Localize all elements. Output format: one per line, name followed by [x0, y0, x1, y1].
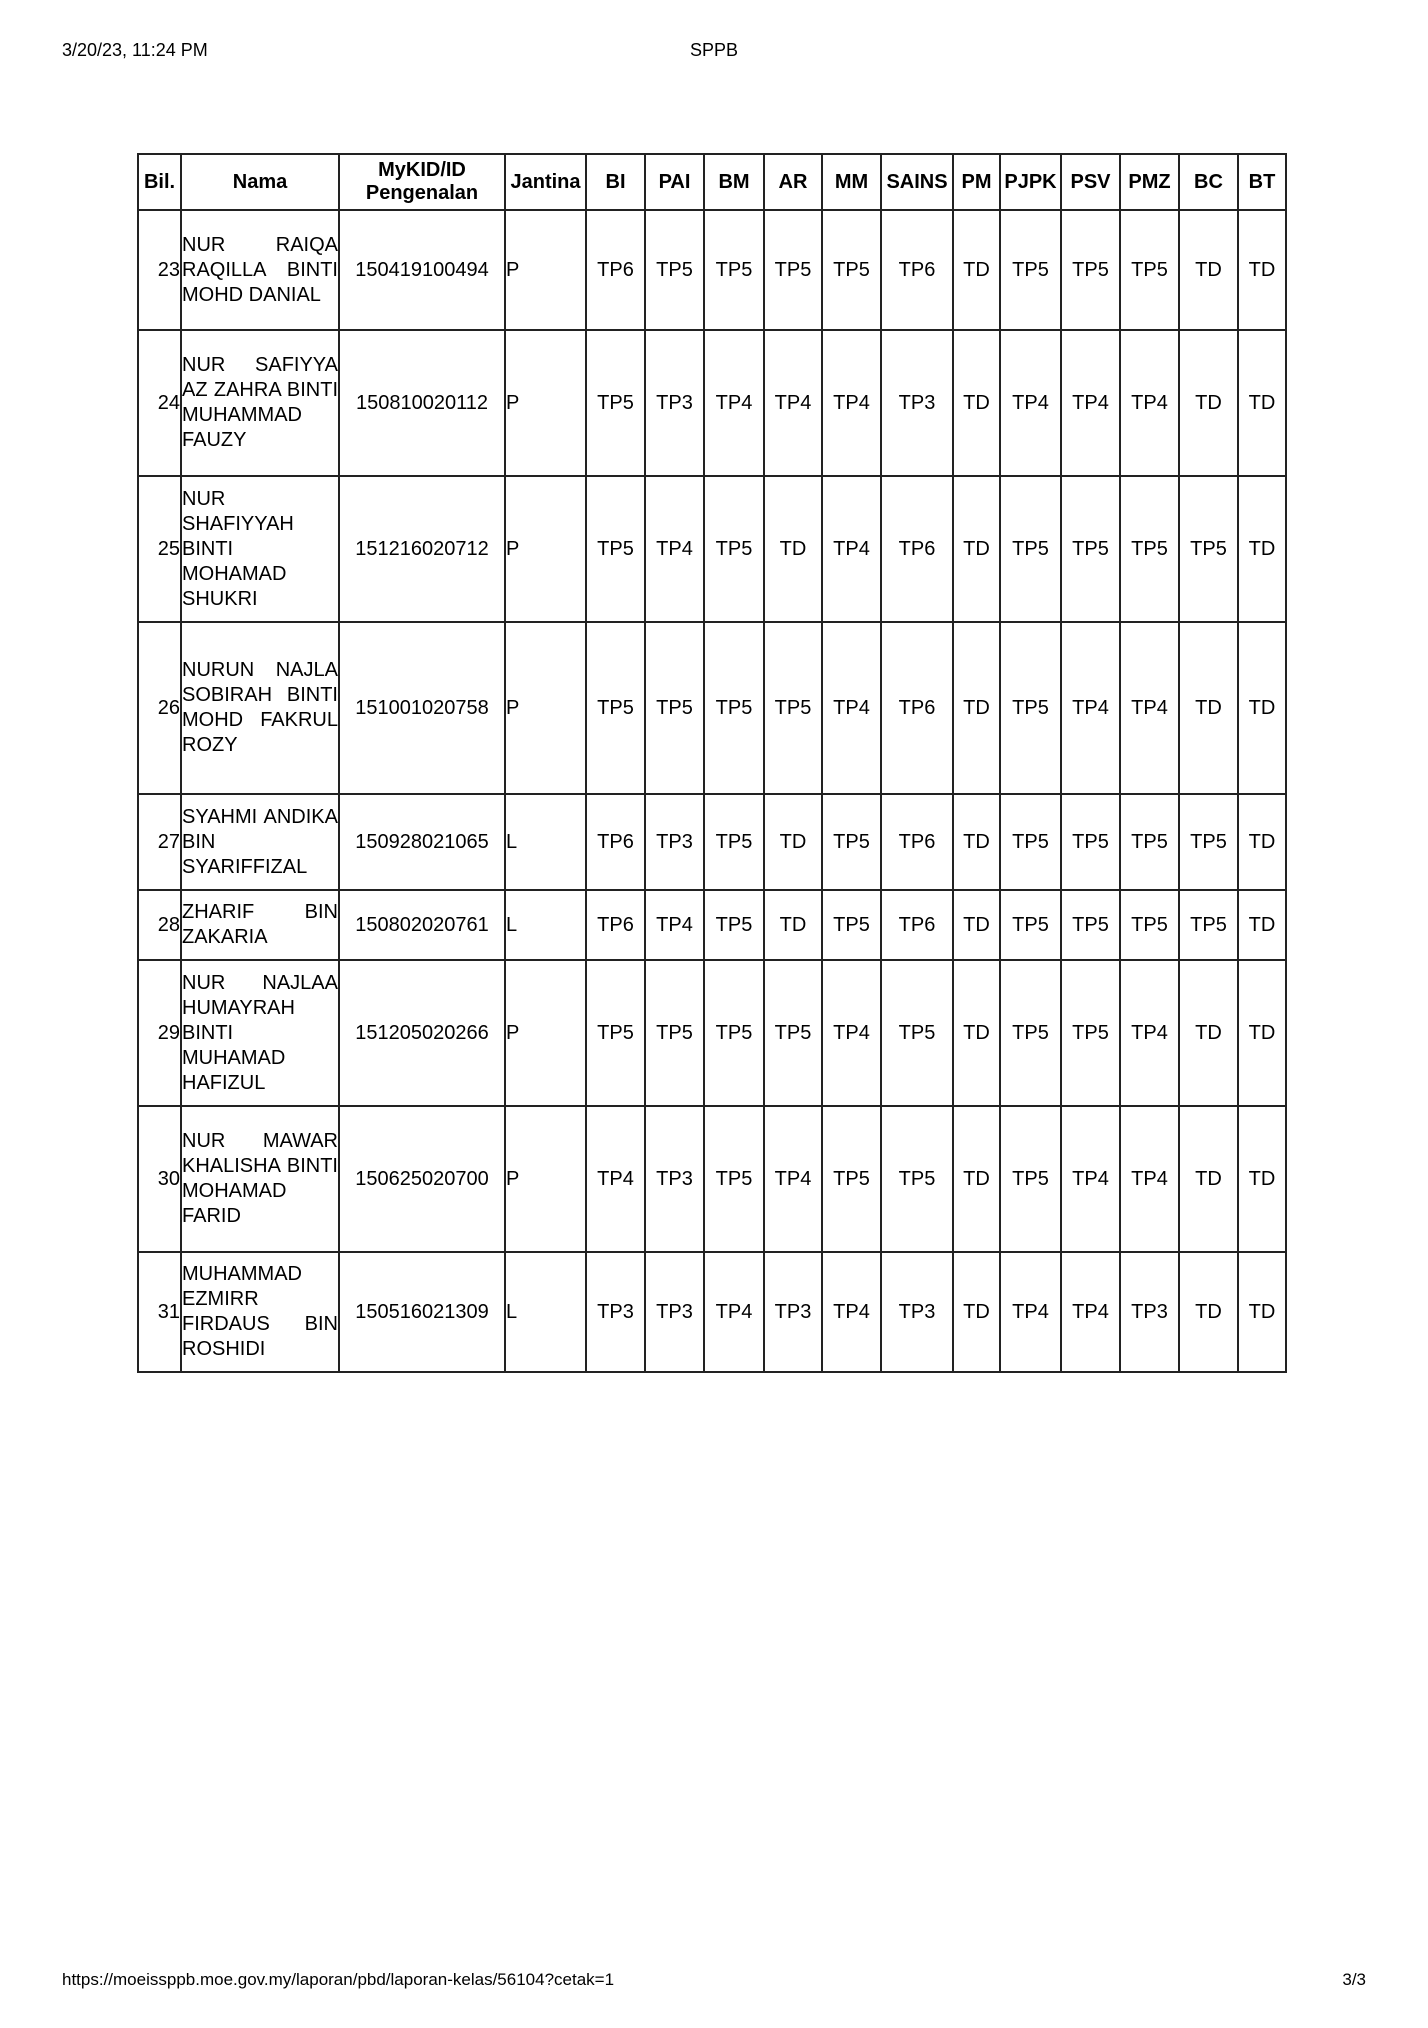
table-row — [138, 1106, 1286, 1252]
header-subject: PAI — [645, 154, 704, 210]
row-grade: TP5 — [1000, 210, 1061, 330]
row-grade: TP5 — [822, 1106, 881, 1252]
row-grade: TD — [1238, 890, 1286, 960]
row-name: NUR NAJLAA HUMAYRAH BINTI MUHAMAD HAFIZUL — [181, 960, 339, 1106]
row-grade: TP5 — [764, 622, 822, 794]
row-gender: P — [505, 1106, 586, 1252]
row-name: NURUN NAJLA SOBIRAH BINTI MOHD FAKRUL ROZY — [181, 622, 339, 794]
row-grade: TP5 — [704, 622, 764, 794]
row-name: NUR RAIQA RAQILLA BINTI MOHD DANIAL — [181, 210, 339, 330]
row-grade: TD — [764, 476, 822, 622]
row-grade: TP6 — [881, 794, 953, 890]
row-grade: TP5 — [645, 622, 704, 794]
row-grade: TP5 — [1000, 890, 1061, 960]
header-bil: Bil. — [138, 154, 181, 210]
row-grade: TD — [953, 890, 1000, 960]
row-gender: P — [505, 622, 586, 794]
row-grade: TD — [1238, 1106, 1286, 1252]
row-grade: TP5 — [704, 794, 764, 890]
row-name: ZHARIF BIN ZAKARIA — [181, 890, 339, 960]
row-grade: TP5 — [1120, 890, 1179, 960]
row-grade: TP4 — [1061, 1106, 1120, 1252]
header-id-line1: MyKID/ID — [378, 159, 466, 181]
row-grade: TD — [1238, 1252, 1286, 1372]
row-grade: TP3 — [645, 794, 704, 890]
row-id: 150802020761 — [339, 890, 505, 960]
header-subject: BC — [1179, 154, 1238, 210]
row-grade: TP5 — [881, 960, 953, 1106]
row-id: 150419100494 — [339, 210, 505, 330]
row-grade: TP4 — [1061, 1252, 1120, 1372]
row-grade: TD — [764, 890, 822, 960]
row-grade: TD — [1179, 622, 1238, 794]
row-grade: TP5 — [704, 476, 764, 622]
header-subject: SAINS — [881, 154, 953, 210]
row-grade: TP5 — [704, 960, 764, 1106]
row-bil: 30 — [138, 1106, 181, 1252]
row-grade: TD — [1238, 210, 1286, 330]
row-gender: L — [505, 794, 586, 890]
row-grade: TP4 — [704, 1252, 764, 1372]
row-grade: TP4 — [1000, 1252, 1061, 1372]
header-subject: PJPK — [1000, 154, 1061, 210]
table-header-row — [138, 154, 1286, 210]
row-grade: TP3 — [645, 330, 704, 476]
row-grade: TP5 — [822, 890, 881, 960]
row-grade: TP5 — [1000, 622, 1061, 794]
print-datetime: 3/20/23, 11:24 PM — [62, 40, 208, 60]
row-gender: P — [505, 476, 586, 622]
row-name: NUR SHAFIYYAH BINTI MOHAMAD SHUKRI — [181, 476, 339, 622]
row-bil: 27 — [138, 794, 181, 890]
row-grade: TD — [1238, 960, 1286, 1106]
row-gender: P — [505, 210, 586, 330]
row-grade: TP5 — [1061, 476, 1120, 622]
row-grade: TP5 — [704, 210, 764, 330]
row-gender: L — [505, 1252, 586, 1372]
row-grade: TD — [953, 1106, 1000, 1252]
row-grade: TP5 — [764, 960, 822, 1106]
row-grade: TD — [1179, 210, 1238, 330]
row-grade: TP4 — [1120, 1106, 1179, 1252]
header-subject: PM — [953, 154, 1000, 210]
header-jantina: Jantina — [505, 154, 586, 210]
row-grade: TP5 — [586, 330, 645, 476]
row-grade: TD — [1238, 794, 1286, 890]
row-grade: TP5 — [1000, 476, 1061, 622]
table-row — [138, 890, 1286, 960]
row-grade: TP5 — [586, 622, 645, 794]
header-subject: BM — [704, 154, 764, 210]
row-id: 150516021309 — [339, 1252, 505, 1372]
row-grade: TP4 — [704, 330, 764, 476]
row-grade: TD — [1179, 960, 1238, 1106]
row-grade: TD — [953, 622, 1000, 794]
row-gender: L — [505, 890, 586, 960]
row-bil: 31 — [138, 1252, 181, 1372]
row-grade: TP5 — [586, 960, 645, 1106]
row-grade: TP5 — [1120, 794, 1179, 890]
row-grade: TP5 — [704, 890, 764, 960]
table-row — [138, 794, 1286, 890]
row-grade: TD — [953, 794, 1000, 890]
row-grade: TP4 — [645, 890, 704, 960]
header-subject: BI — [586, 154, 645, 210]
row-grade: TP6 — [881, 622, 953, 794]
row-grade: TP5 — [822, 210, 881, 330]
header-nama: Nama — [181, 154, 339, 210]
row-grade: TD — [1238, 622, 1286, 794]
row-name: MUHAMMAD EZMIRR FIRDAUS BIN ROSHIDI — [181, 1252, 339, 1372]
row-grade: TP6 — [586, 210, 645, 330]
table-row — [138, 476, 1286, 622]
row-grade: TP5 — [645, 960, 704, 1106]
row-grade: TP5 — [1179, 476, 1238, 622]
row-grade: TP5 — [704, 1106, 764, 1252]
row-grade: TP4 — [822, 476, 881, 622]
row-grade: TP5 — [822, 794, 881, 890]
row-grade: TP3 — [881, 1252, 953, 1372]
row-id: 151216020712 — [339, 476, 505, 622]
row-grade: TP3 — [881, 330, 953, 476]
row-grade: TP4 — [586, 1106, 645, 1252]
row-name: NUR SAFIYYA AZ ZAHRA BINTI MUHAMMAD FAUZY — [181, 330, 339, 476]
row-grade: TP5 — [1000, 1106, 1061, 1252]
row-grade: TD — [953, 1252, 1000, 1372]
header-subject: AR — [764, 154, 822, 210]
row-bil: 26 — [138, 622, 181, 794]
header-subject: PSV — [1061, 154, 1120, 210]
header-id — [339, 154, 505, 210]
row-grade: TP4 — [822, 330, 881, 476]
header-subject: BT — [1238, 154, 1286, 210]
row-grade: TD — [764, 794, 822, 890]
row-bil: 29 — [138, 960, 181, 1106]
row-grade: TD — [953, 210, 1000, 330]
row-bil: 25 — [138, 476, 181, 622]
header-subject: MM — [822, 154, 881, 210]
row-grade: TP4 — [822, 1252, 881, 1372]
row-gender: P — [505, 330, 586, 476]
page-number: 3/3 — [1342, 1970, 1366, 1989]
row-grade: TP4 — [822, 622, 881, 794]
row-grade: TP5 — [1179, 890, 1238, 960]
row-grade: TP5 — [586, 476, 645, 622]
row-grade: TD — [1179, 1252, 1238, 1372]
row-grade: TP4 — [1061, 330, 1120, 476]
row-grade: TP5 — [764, 210, 822, 330]
row-id: 151205020266 — [339, 960, 505, 1106]
row-grade: TP5 — [1120, 210, 1179, 330]
row-grade: TP3 — [645, 1106, 704, 1252]
row-grade: TP4 — [822, 960, 881, 1106]
row-grade: TP4 — [1000, 330, 1061, 476]
row-grade: TD — [953, 476, 1000, 622]
table-row — [138, 1252, 1286, 1372]
row-grade: TP4 — [1120, 960, 1179, 1106]
header-id-line2: Pengenalan — [365, 182, 479, 204]
row-grade: TP6 — [881, 890, 953, 960]
print-title: SPPB — [689, 40, 739, 60]
row-grade: TD — [1238, 476, 1286, 622]
row-id: 151001020758 — [339, 622, 505, 794]
row-name: SYAHMI ANDIKA BIN SYARIFFIZAL — [181, 794, 339, 890]
row-id: 150928021065 — [339, 794, 505, 890]
row-grade: TP3 — [764, 1252, 822, 1372]
row-grade: TP6 — [586, 890, 645, 960]
row-grade: TP4 — [764, 1106, 822, 1252]
row-grade: TP3 — [586, 1252, 645, 1372]
row-gender: P — [505, 960, 586, 1106]
class-report-table — [137, 153, 1287, 1373]
row-grade: TP5 — [1061, 960, 1120, 1106]
table-row — [138, 210, 1286, 330]
row-grade: TP5 — [1179, 794, 1238, 890]
table-row — [138, 622, 1286, 794]
row-grade: TD — [953, 960, 1000, 1106]
row-id: 150810020112 — [339, 330, 505, 476]
row-grade: TD — [1179, 1106, 1238, 1252]
row-grade: TP5 — [1120, 476, 1179, 622]
row-grade: TP5 — [881, 1106, 953, 1252]
print-url: https://moeissppb.moe.gov.my/laporan/pbd/laporan-kelas/56104?cetak=1 — [62, 1970, 615, 1989]
row-bil: 23 — [138, 210, 181, 330]
row-grade: TP4 — [1120, 330, 1179, 476]
row-grade: TP6 — [881, 210, 953, 330]
row-grade: TP5 — [1061, 794, 1120, 890]
row-grade: TP4 — [1061, 622, 1120, 794]
row-grade: TP5 — [1061, 210, 1120, 330]
row-name: NUR MAWAR KHALISHA BINTI MOHAMAD FARID — [181, 1106, 339, 1252]
table-row — [138, 960, 1286, 1106]
print-footer — [62, 1970, 1366, 1994]
row-grade: TP4 — [1120, 622, 1179, 794]
row-bil: 24 — [138, 330, 181, 476]
row-grade: TP3 — [1120, 1252, 1179, 1372]
row-grade: TP4 — [645, 476, 704, 622]
row-grade: TD — [953, 330, 1000, 476]
row-grade: TP5 — [645, 210, 704, 330]
row-grade: TD — [1238, 330, 1286, 476]
row-bil: 28 — [138, 890, 181, 960]
header-subject: PMZ — [1120, 154, 1179, 210]
print-header — [62, 40, 1366, 64]
row-grade: TP4 — [764, 330, 822, 476]
row-grade: TP6 — [586, 794, 645, 890]
row-grade: TP5 — [1000, 794, 1061, 890]
row-grade: TD — [1179, 330, 1238, 476]
row-id: 150625020700 — [339, 1106, 505, 1252]
row-grade: TP6 — [881, 476, 953, 622]
row-grade: TP5 — [1061, 890, 1120, 960]
table-row — [138, 330, 1286, 476]
row-grade: TP3 — [645, 1252, 704, 1372]
row-grade: TP5 — [1000, 960, 1061, 1106]
